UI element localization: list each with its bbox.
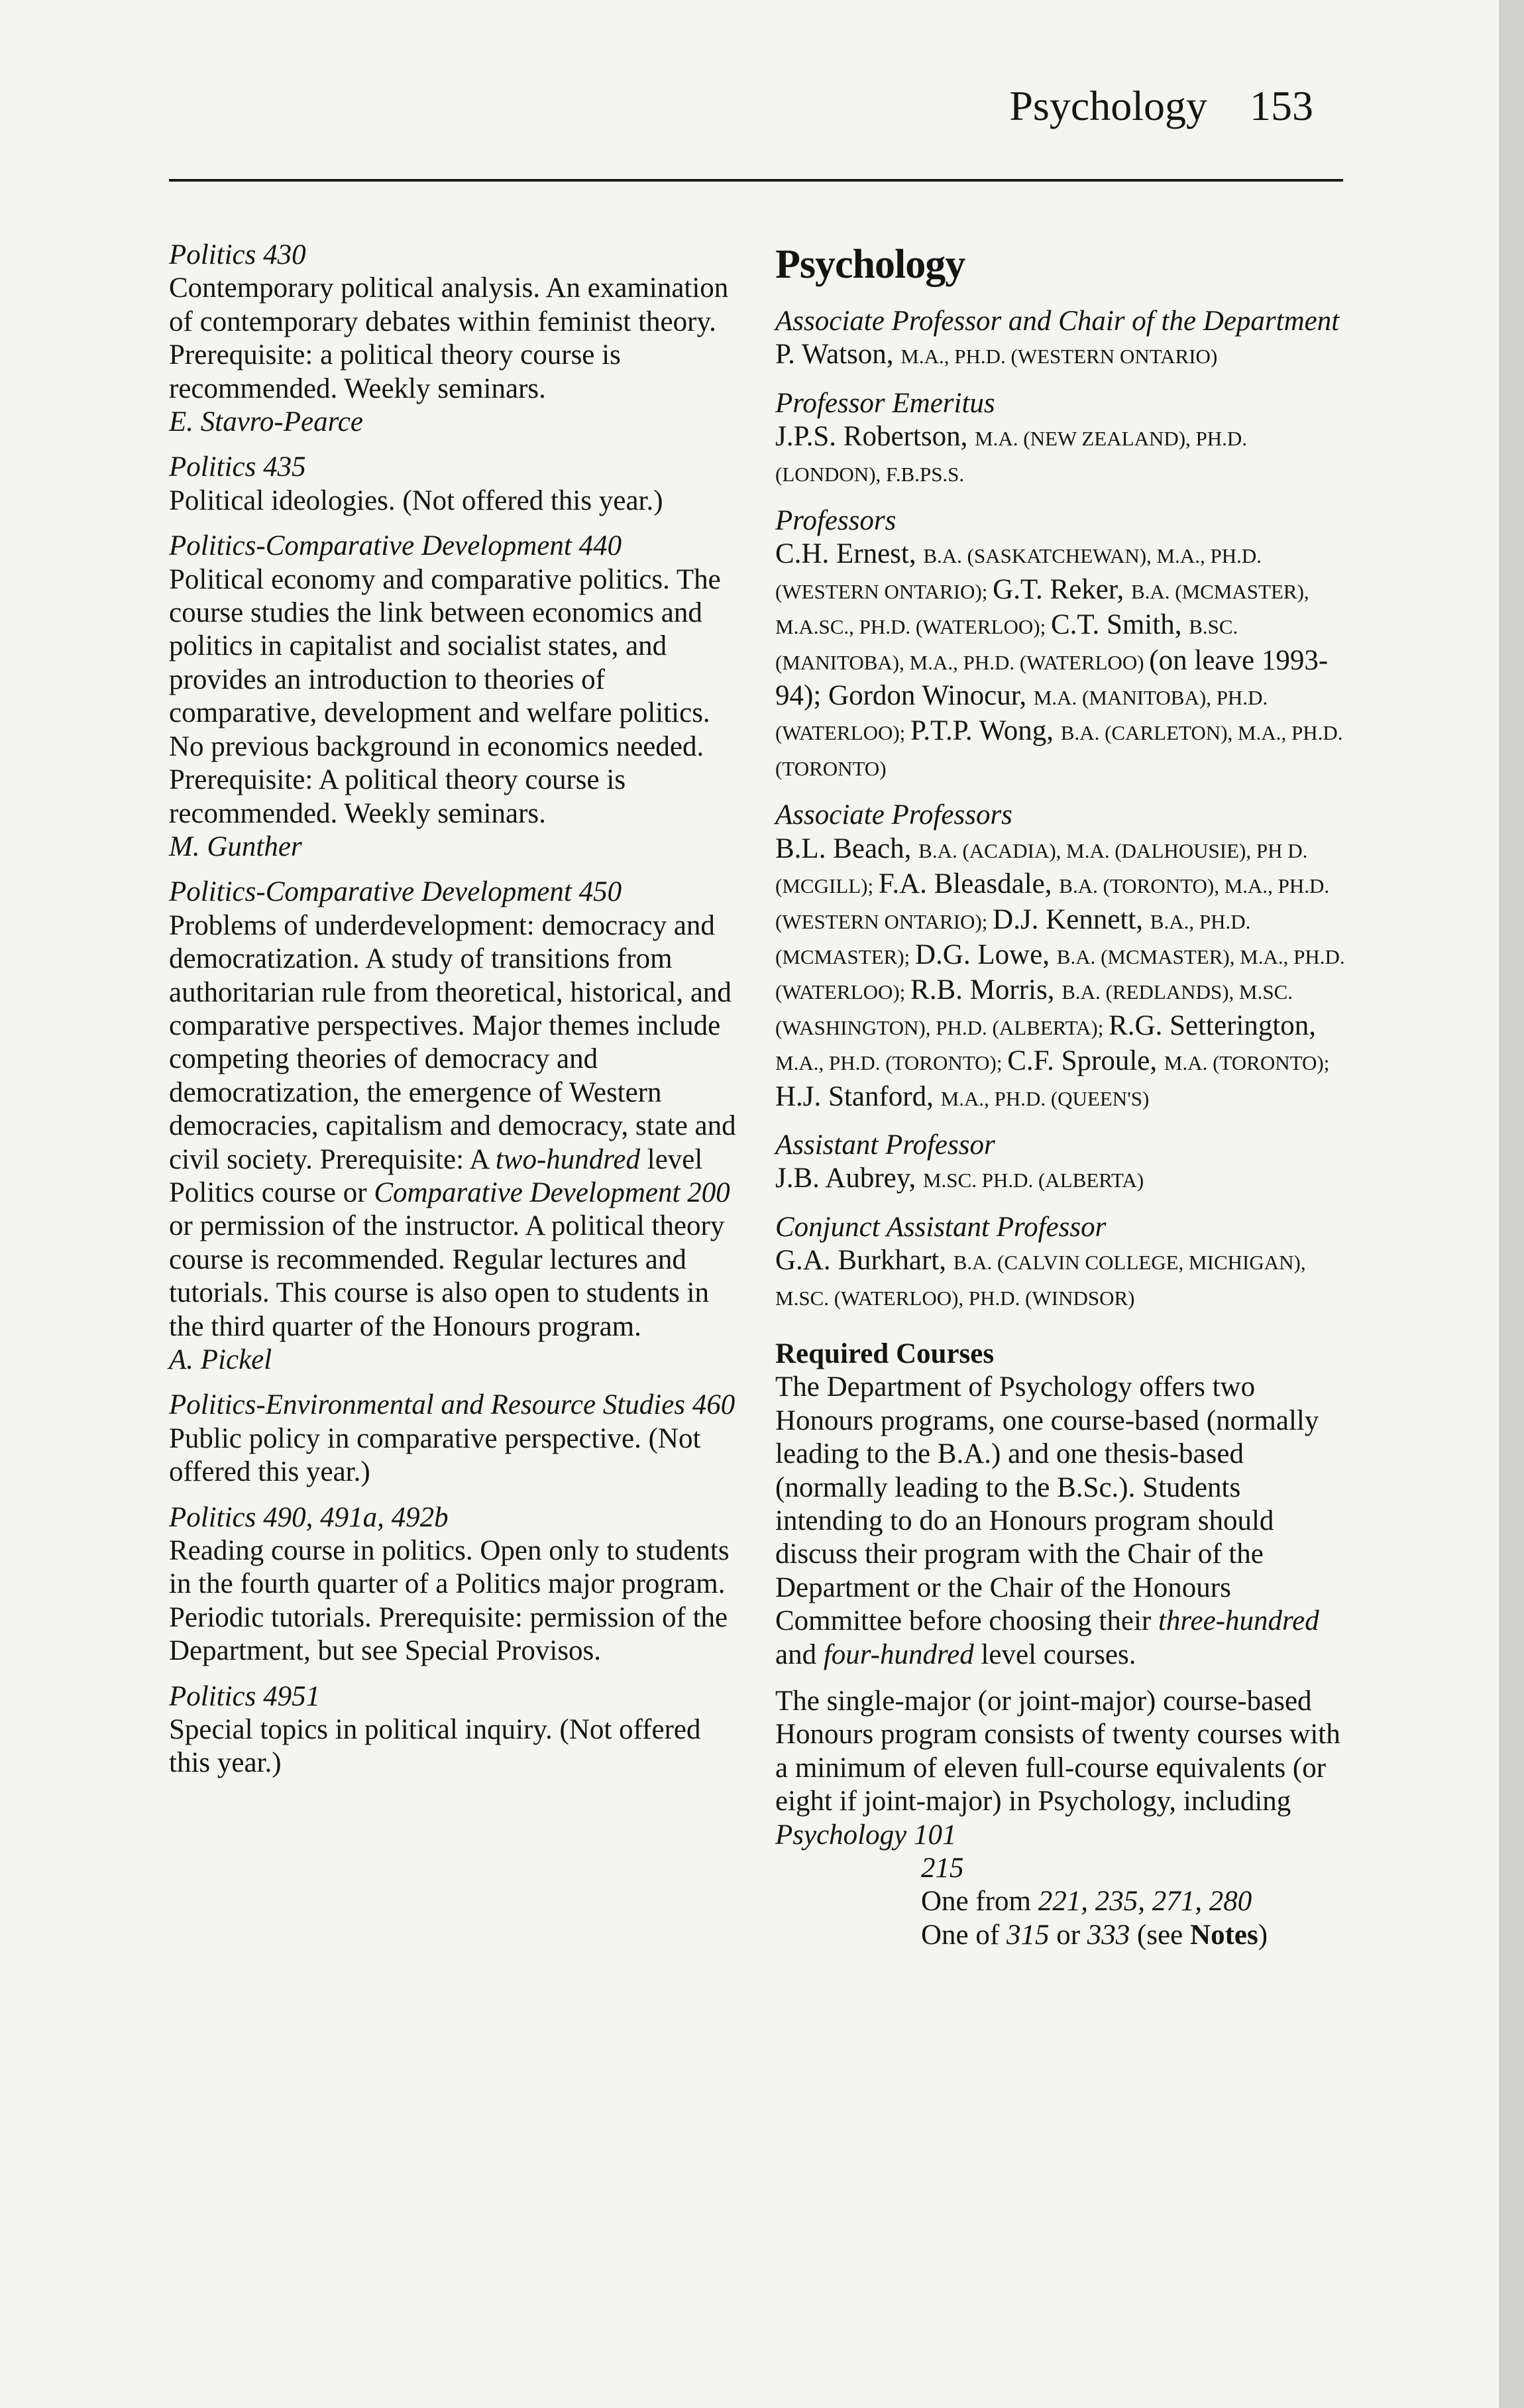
paragraph (775, 1371, 1352, 1672)
course-entry (169, 1501, 739, 1668)
course-description: Special topics in political inquiry. (Not offered this year.) (169, 1714, 701, 1779)
faculty-credentials: B.A., PH.D. (MCMASTER); (775, 909, 1251, 968)
faculty-name: P. Watson, (775, 339, 901, 371)
desc-italic: two-hundred (495, 1143, 640, 1175)
faculty-name: F.A. Bleasdale, (878, 868, 1060, 900)
faculty-credentials: B.A. (CALVIN COLLEGE, MICHIGAN), M.SC. (WATERLOO), PH.D. (WINDSOR) (775, 1251, 1306, 1310)
faculty-name: G.T. Reker, (993, 573, 1131, 605)
course-entry (169, 876, 739, 1377)
faculty-group (775, 504, 1352, 785)
faculty-name: D.G. Lowe, (915, 939, 1057, 970)
notes-ref: Notes (1190, 1919, 1258, 1951)
faculty-group (775, 799, 1352, 1116)
faculty-list (775, 832, 1352, 1116)
faculty-name: C.T. Smith, (1050, 609, 1189, 641)
course-entry (169, 451, 739, 518)
faculty-name: P.T.P. Wong, (910, 715, 1061, 747)
course-entry (169, 1680, 739, 1780)
paragraph (775, 1685, 1352, 1952)
required-courses-heading: Required Courses (775, 1338, 995, 1369)
faculty-credentials: M.A. (NEW ZEALAND), PH.D. (LONDON), F.B.PS.S. (775, 427, 1248, 486)
para-text: The Department of Psychology offers two Honours programs, one course-based (normally leading to the B.A.) and one thesis-based (normally leading to the B.Sc.). Students intending to do an Honours program should discuss their program with the Chair of the Department or the Chair of the Honours Committee before choosing their (775, 1371, 1319, 1637)
faculty-name: B.L. Beach, (775, 832, 919, 864)
course-title: Politics 435 (169, 451, 306, 483)
faculty-list (775, 338, 1352, 373)
faculty-name: H.J. Stanford, (775, 1080, 941, 1112)
faculty-credentials: B.A. (MCMASTER), M.A., PH.D. (WATERLOO); (775, 945, 1345, 1004)
faculty-list (775, 1162, 1352, 1197)
course-title: Politics-Comparative Development 450 (169, 876, 622, 908)
running-header (1009, 82, 1313, 129)
page-edge (1499, 0, 1524, 2408)
faculty-credentials: M.SC. PH.D. (ALBERTA) (922, 1169, 1144, 1192)
course-list (775, 1819, 1352, 1953)
faculty-credentials: M.A., PH.D. (TORONTO); (775, 1051, 1008, 1075)
course-instructor: M. Gunther (169, 831, 302, 862)
faculty-credentials: B.A. (TORONTO), M.A., PH.D. (WESTERN ONTARIO); (775, 874, 1330, 933)
faculty-name: R.G. Setterington, (1109, 1009, 1317, 1041)
desc-text: or permission of the instructor. A political theory course is recommended. Regular lectures and tutorials. This course is also open to students in the third quarter of the Honours program. (169, 1210, 725, 1342)
faculty-credentials: M.A., PH.D. (WESTERN ONTARIO) (900, 345, 1218, 369)
faculty-role: Associate Professors (775, 799, 1012, 831)
faculty-credentials: B.A. (MCMASTER), M.A.SC., PH.D. (WATERLOO); (775, 579, 1309, 639)
course-title: Politics 490, 491a, 492b (169, 1501, 449, 1533)
course-instructor: A. Pickel (169, 1344, 272, 1375)
desc-text: Problems of underdevelopment: democracy and democratization. A study of transitions from authoritarian rule from theoretical, historical, and comparative perspectives. Major themes include competing theories of democracy and democratization, the emergence of Western democracies, capitalism and democracy, state and civil society. Prerequisite: A (169, 909, 736, 1175)
faculty-name: J.B. Aubrey, (775, 1163, 923, 1194)
right-column (775, 239, 1352, 1952)
list-text: (see (1130, 1919, 1191, 1951)
course-title: Politics 4951 (169, 1680, 321, 1712)
course-title: Politics 430 (169, 239, 306, 270)
course-entry (169, 1389, 739, 1489)
faculty-name: R.B. Morris, (910, 974, 1062, 1006)
list-text: One of (921, 1919, 1007, 1951)
course-entry (169, 530, 739, 864)
faculty-name: D.J. Kennett, (993, 903, 1150, 935)
para-text: level courses. (973, 1638, 1136, 1670)
course-description: Political ideologies. (Not offered this year.) (169, 485, 663, 516)
faculty-group (775, 305, 1352, 374)
course-list-item: Psychology 101 (775, 1819, 957, 1851)
faculty-credentials: M.A. (MANITOBA), PH.D. (WATERLOO); (775, 686, 1268, 745)
header-rule (169, 179, 1343, 182)
course-instructor: E. Stavro-Pearce (169, 406, 363, 438)
course-list-item (775, 1919, 1352, 1952)
list-courses: 315 (1006, 1919, 1050, 1951)
course-description (169, 909, 739, 1344)
course-description: Contemporary political analysis. An examination of contemporary debates within feminist theory. Prerequisite: a political theory course is recommended. Weekly seminars. (169, 272, 729, 404)
course-description: Political economy and comparative politics. The course studies the link between economics and politics in capitalist and socialist states, and provides an introduction to theories of comparative, development and welfare politics. No previous background in economics needed. Prerequisite: A political theory course is recommended. Weekly seminars. (169, 563, 721, 829)
faculty-credentials: M.A. (TORONTO); (1164, 1051, 1330, 1075)
list-text: ) (1258, 1919, 1268, 1951)
faculty-list (775, 1244, 1352, 1315)
desc-italic: Comparative Development 200 (374, 1176, 730, 1208)
course-list-item (775, 1885, 1352, 1918)
list-text: or (1049, 1919, 1087, 1951)
faculty-role: Professors (775, 505, 897, 537)
faculty-group (775, 1129, 1352, 1198)
faculty-credentials: B.A. (ACADIA), M.A. (DALHOUSIE), PH D. (MCGILL); (775, 838, 1308, 898)
list-courses: 333 (1087, 1919, 1130, 1951)
faculty-role: Conjunct Assistant Professor (775, 1211, 1107, 1243)
para-text: The single-major (or joint-major) course-based Honours program consists of twenty courses with a minimum of eleven full-course equivalents (or eight if joint-major) in Psychology, including (775, 1686, 1340, 1817)
faculty-role: Associate Professor and Chair of the Department (775, 306, 1340, 337)
faculty-list (775, 420, 1352, 491)
course-list-item: 215 (921, 1853, 964, 1884)
faculty-credentials: B.A. (CARLETON), M.A., PH.D. (TORONTO) (775, 721, 1343, 780)
faculty-name: J.P.S. Robertson, (775, 421, 975, 453)
faculty-credentials: B.A. (REDLANDS), M.SC. (WASHINGTON), PH.D. (ALBERTA); (775, 980, 1293, 1039)
faculty-credentials: B.A. (SASKATCHEWAN), M.A., PH.D. (WESTERN ONTARIO); (775, 544, 1262, 603)
course-entry (169, 239, 739, 439)
faculty-name: C.F. Sproule, (1007, 1045, 1164, 1077)
faculty-name: G.A. Burkhart, (775, 1245, 953, 1277)
faculty-role: Assistant Professor (775, 1129, 995, 1161)
header-section: Psychology (1009, 82, 1207, 129)
left-column (169, 239, 739, 1792)
faculty-credentials: B.SC. (MANITOBA), M.A., PH.D. (WATERLOO) (775, 615, 1238, 674)
faculty-group (775, 1211, 1352, 1315)
course-title: Politics-Comparative Development 440 (169, 530, 622, 562)
page-number: 153 (1250, 82, 1313, 129)
section-title: Psychology (775, 242, 965, 287)
list-courses: 221, 235, 271, 280 (1038, 1886, 1252, 1918)
course-title: Politics-Environmental and Resource Studies 460 (169, 1389, 735, 1421)
desc-text: level Politics course or (169, 1143, 703, 1208)
para-italic: four-hundred (823, 1638, 974, 1670)
list-text: One from (921, 1886, 1038, 1918)
faculty-group (775, 387, 1352, 491)
para-italic: three-hundred (1158, 1605, 1319, 1637)
course-description: Public policy in comparative perspective. (Not offered this year.) (169, 1422, 701, 1488)
para-text: and (775, 1638, 824, 1670)
faculty-list (775, 538, 1352, 785)
faculty-name: C.H. Ernest, (775, 538, 924, 570)
course-description: Reading course in politics. Open only to students in the fourth quarter of a Politics major program. Periodic tutorials. Prerequisite: permission of the Department, but see Special Provisos. (169, 1535, 730, 1667)
faculty-name: (on leave 1993-94); Gordon Winocur, (775, 644, 1329, 712)
faculty-role: Professor Emeritus (775, 387, 995, 419)
faculty-credentials: M.A., PH.D. (QUEEN'S) (940, 1086, 1150, 1110)
